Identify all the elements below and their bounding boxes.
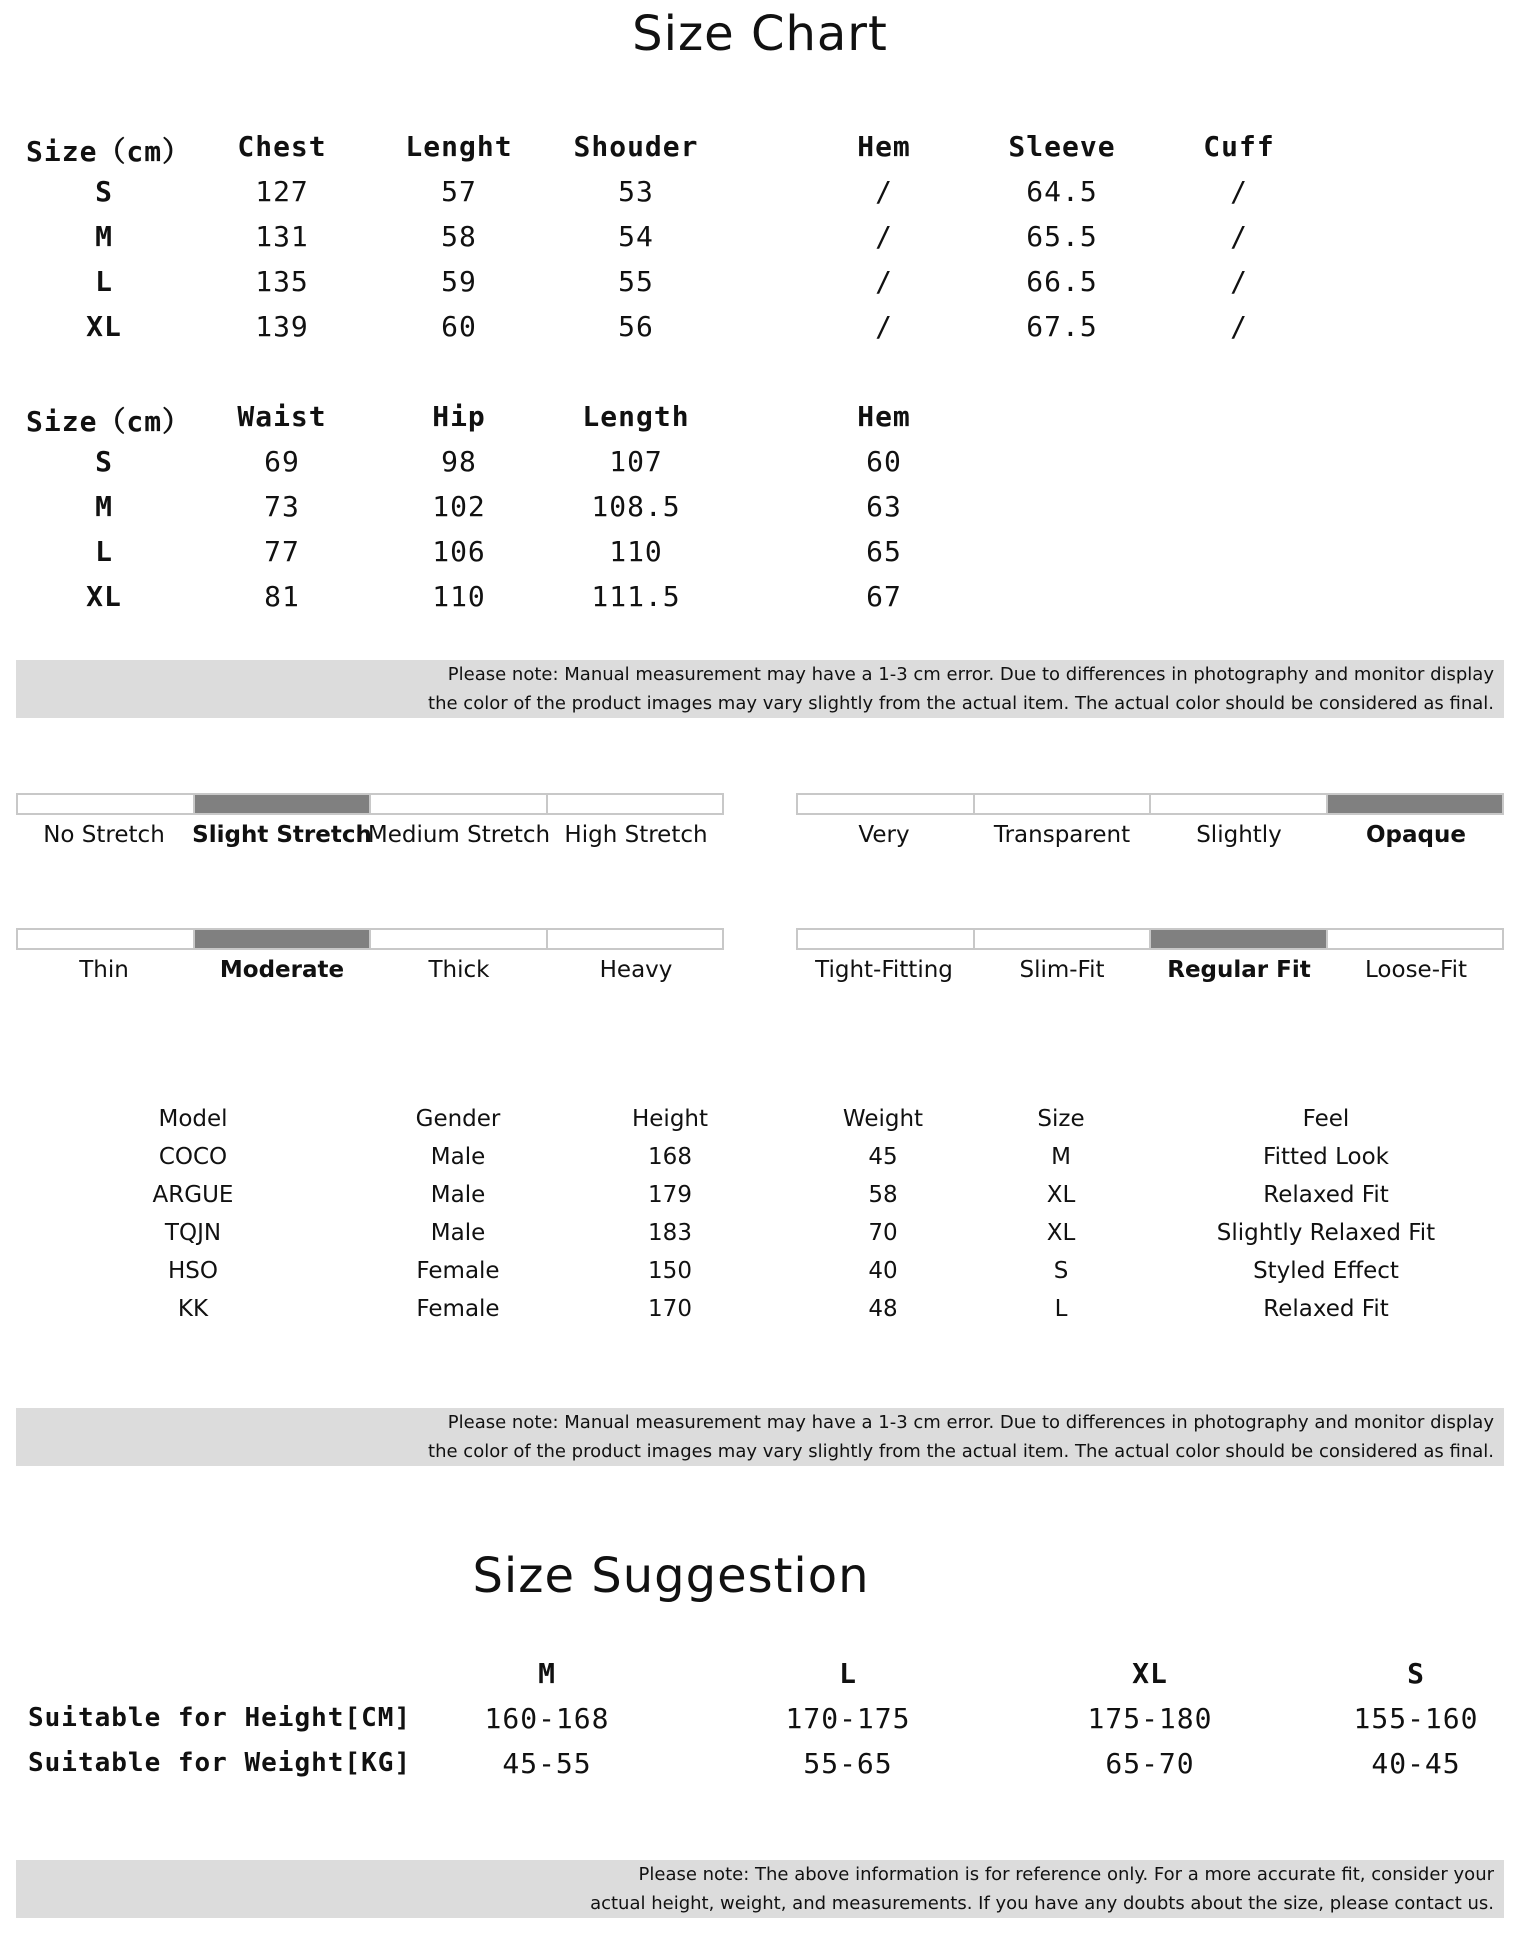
scale-label: Medium Stretch — [367, 822, 551, 848]
table-cell: 111.5 — [591, 580, 681, 613]
note-box — [16, 1860, 1504, 1918]
scale-segment — [548, 930, 723, 948]
table-cell: 139 — [255, 310, 309, 343]
table-cell: 60 — [866, 445, 902, 478]
table-header: M — [538, 1657, 556, 1690]
scale-segment-selected — [195, 795, 372, 813]
table-cell: / — [1230, 265, 1248, 298]
scale-label: High Stretch — [564, 822, 708, 848]
scale-segment — [18, 930, 195, 948]
table-cell: 110 — [432, 580, 486, 613]
table-header: Feel — [1302, 1106, 1350, 1132]
table-cell: 131 — [255, 220, 309, 253]
table-cell: 67.5 — [1026, 310, 1098, 343]
note-text: actual height, weight, and measurements. If you have any doubts about the size, please contact us. — [590, 1893, 1494, 1914]
table-cell: M — [1051, 1144, 1071, 1170]
table-cell: / — [1230, 310, 1248, 343]
scale-segment — [18, 795, 195, 813]
table-cell: 160-168 — [484, 1702, 610, 1735]
table-cell: 135 — [255, 265, 309, 298]
table-header: Lenght — [405, 130, 513, 163]
table-cell: 65 — [866, 535, 902, 568]
scale-label: Loose-Fit — [1365, 957, 1467, 983]
table-cell: / — [875, 310, 893, 343]
table-cell: Relaxed Fit — [1263, 1296, 1389, 1322]
table-header: Size — [1037, 1106, 1085, 1132]
table-cell: 63 — [866, 490, 902, 523]
scale-segment-selected — [195, 930, 372, 948]
table-header: Height — [631, 1106, 709, 1132]
scale-segment — [1151, 795, 1328, 813]
note-box — [16, 1408, 1504, 1466]
stretch-scale — [16, 793, 724, 815]
scale-label: Slightly — [1196, 822, 1282, 848]
thickness-scale — [16, 928, 724, 950]
table-header: S — [1407, 1657, 1425, 1690]
scale-label: Thick — [428, 957, 490, 983]
suggestion-title: Size Suggestion — [472, 1548, 870, 1604]
table-header: Cuff — [1203, 130, 1275, 163]
table-cell: / — [875, 265, 893, 298]
table-cell: COCO — [158, 1144, 228, 1170]
scale-label: Thin — [79, 957, 129, 983]
table-cell: XL — [86, 580, 122, 613]
table-cell: M — [95, 490, 113, 523]
scale-segment — [371, 795, 548, 813]
table-cell: 53 — [618, 175, 654, 208]
table-header: Hem — [857, 400, 911, 433]
fit-scale — [796, 928, 1504, 950]
scale-label: No Stretch — [43, 822, 165, 848]
table-header: Shouder — [573, 130, 699, 163]
scale-segment-selected — [1328, 795, 1503, 813]
scale-label: Tight-Fitting — [815, 957, 953, 983]
note-text: Please note: The above information is for reference only. For a more accurate fit, consider your — [638, 1864, 1494, 1885]
table-header: Size（cm） — [26, 135, 192, 168]
table-header: Waist — [237, 400, 327, 433]
table-cell: Male — [430, 1144, 486, 1170]
table-cell: 55-65 — [803, 1747, 893, 1780]
scale-label-selected: Regular Fit — [1167, 957, 1311, 983]
table-cell: 40 — [868, 1258, 898, 1284]
table-cell: HSO — [168, 1258, 218, 1284]
table-cell: 58 — [441, 220, 477, 253]
table-header: Sleeve — [1008, 130, 1116, 163]
table-cell: 110 — [609, 535, 663, 568]
table-header: Length — [582, 400, 690, 433]
table-cell: ARGUE — [152, 1182, 234, 1208]
table-cell: XL — [86, 310, 122, 343]
scale-label: Very — [858, 822, 910, 848]
table-header: Gender — [415, 1106, 501, 1132]
note-text: the color of the product images may vary slightly from the actual item. The actual color should be considered as final. — [428, 693, 1494, 714]
page-title: Size Chart — [632, 6, 888, 62]
table-cell: KK — [177, 1296, 209, 1322]
scale-segment — [798, 795, 975, 813]
table-cell: 45 — [868, 1144, 898, 1170]
scale-label: Slim-Fit — [1019, 957, 1105, 983]
table-header: Hip — [432, 400, 486, 433]
scale-segment — [548, 795, 723, 813]
table-cell: 175-180 — [1087, 1702, 1213, 1735]
table-cell: / — [1230, 220, 1248, 253]
table-cell: Female — [416, 1296, 500, 1322]
table-cell: / — [1230, 175, 1248, 208]
table-cell: 150 — [648, 1258, 692, 1284]
table-cell: 64.5 — [1026, 175, 1098, 208]
table-header: Size（cm） — [26, 405, 192, 438]
note-text: Please note: Manual measurement may have a 1-3 cm error. Due to differences in photography and monitor display — [447, 1412, 1494, 1433]
table-cell: 81 — [264, 580, 300, 613]
table-header: Weight — [842, 1106, 924, 1132]
table-cell: 69 — [264, 445, 300, 478]
table-cell: 183 — [648, 1220, 692, 1246]
table-cell: 108.5 — [591, 490, 681, 523]
table-cell: 106 — [432, 535, 486, 568]
table-cell: 168 — [648, 1144, 692, 1170]
scale-segment — [975, 795, 1152, 813]
table-cell: / — [875, 175, 893, 208]
scale-label: Heavy — [599, 957, 673, 983]
scale-label-selected: Moderate — [219, 957, 345, 983]
table-cell: 65-70 — [1105, 1747, 1195, 1780]
table-cell: 127 — [255, 175, 309, 208]
table-cell: 59 — [441, 265, 477, 298]
scale-segment — [798, 930, 975, 948]
table-cell: 55 — [618, 265, 654, 298]
table-cell: 67 — [866, 580, 902, 613]
table-cell: Fitted Look — [1263, 1144, 1389, 1170]
table-cell: 179 — [648, 1182, 692, 1208]
table-cell: L — [95, 265, 113, 298]
weight-row-label: Suitable for Weight[KG] — [28, 1748, 412, 1778]
scale-segment — [975, 930, 1152, 948]
table-cell: 56 — [618, 310, 654, 343]
table-cell: Male — [430, 1182, 486, 1208]
note-text: Please note: Manual measurement may have a 1-3 cm error. Due to differences in photography and monitor display — [447, 664, 1494, 685]
table-cell: 170 — [648, 1296, 692, 1322]
table-cell: 40-45 — [1371, 1747, 1461, 1780]
table-cell: 48 — [868, 1296, 898, 1322]
table-header: Model — [158, 1106, 228, 1132]
table-cell: 77 — [264, 535, 300, 568]
table-cell: 170-175 — [785, 1702, 911, 1735]
scale-label-selected: Opaque — [1366, 822, 1466, 848]
table-cell: L — [1054, 1296, 1068, 1322]
table-cell: 73 — [264, 490, 300, 523]
table-cell: 70 — [868, 1220, 898, 1246]
table-cell: 57 — [441, 175, 477, 208]
table-cell: TQJN — [164, 1220, 222, 1246]
table-cell: Relaxed Fit — [1263, 1182, 1389, 1208]
table-cell: 107 — [609, 445, 663, 478]
table-cell: 102 — [432, 490, 486, 523]
note-text: the color of the product images may vary slightly from the actual item. The actual color should be considered as final. — [428, 1441, 1494, 1462]
height-row-label: Suitable for Height[CM] — [28, 1703, 412, 1733]
table-cell: L — [95, 535, 113, 568]
table-cell: Male — [430, 1220, 486, 1246]
table-cell: 58 — [868, 1182, 898, 1208]
table-cell: S — [95, 445, 113, 478]
table-cell: 66.5 — [1026, 265, 1098, 298]
table-cell: 54 — [618, 220, 654, 253]
table-header: Chest — [237, 130, 327, 163]
table-cell: 98 — [441, 445, 477, 478]
table-header: Hem — [857, 130, 911, 163]
table-cell: Female — [416, 1258, 500, 1284]
table-cell: S — [1053, 1258, 1069, 1284]
table-cell: Slightly Relaxed Fit — [1216, 1220, 1436, 1246]
opacity-scale — [796, 793, 1504, 815]
note-box — [16, 660, 1504, 718]
table-cell: M — [95, 220, 113, 253]
table-cell: XL — [1046, 1220, 1076, 1246]
table-cell: Styled Effect — [1253, 1258, 1399, 1284]
table-cell: XL — [1046, 1182, 1076, 1208]
scale-segment — [371, 930, 548, 948]
scale-label: Transparent — [993, 822, 1131, 848]
table-cell: 45-55 — [502, 1747, 592, 1780]
scale-segment — [1328, 930, 1503, 948]
table-cell: S — [95, 175, 113, 208]
table-header: XL — [1132, 1657, 1168, 1690]
scale-segment-selected — [1151, 930, 1328, 948]
table-cell: 60 — [441, 310, 477, 343]
table-cell: 65.5 — [1026, 220, 1098, 253]
table-header: L — [839, 1657, 857, 1690]
table-cell: 155-160 — [1353, 1702, 1479, 1735]
table-cell: / — [875, 220, 893, 253]
scale-label-selected: Slight Stretch — [192, 822, 372, 848]
